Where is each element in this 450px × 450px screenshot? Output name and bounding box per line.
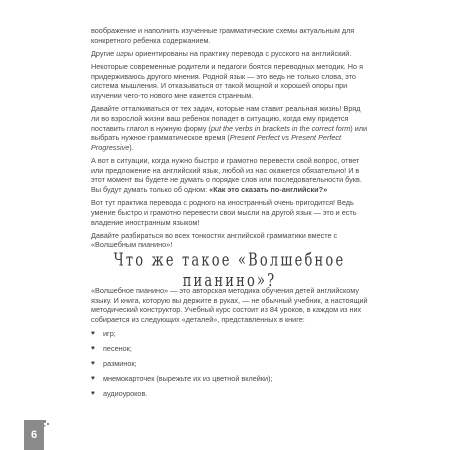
list-item: [91, 359, 368, 369]
heart-bullet-icon: ♥: [91, 344, 95, 352]
section-intro-paragraph: «Волшебное пианино» — это авторская методика обучения детей английскому языку. И книга, которую вы держите в руках, — не обычный учебник, а настоящий методический конструктор. Учебный курс состоит из 84 уроков, в каждом из них собирается из следующих «деталей», представленных в книге:: [91, 286, 368, 325]
italic-text: Present Perfect vs Present Perfect Progressive: [91, 133, 342, 152]
text-run: ) или выбрать нужное грамматическое время (: [91, 123, 368, 143]
list-item: [91, 344, 368, 354]
text-run: Давайте разбираться во всех тонкостях английской грамматики вместе с «Волшебным пианино»!: [91, 230, 338, 250]
list-item: [91, 374, 368, 384]
text-run: ориентированы на практику перевода с русского на английский.: [133, 48, 352, 58]
heart-bullet-icon: ♥: [91, 329, 95, 337]
section-body: [91, 286, 368, 404]
heart-bullet-icon: ♥: [91, 359, 95, 367]
list-item-text: игр;: [103, 328, 116, 338]
page-number-tab: [24, 420, 44, 450]
italic-text: игры: [116, 48, 134, 58]
text-run: Вот тут практика перевода с родного на иностранный очень пригодится! Ведь умение быстро и грамотно перевести свои мысли на другой язык — это и есть владение иностранным языком!: [91, 198, 357, 227]
list-item-text: аудиоуроков.: [103, 388, 148, 398]
paragraph: [91, 156, 368, 195]
list-item: [91, 389, 368, 399]
body-text-column: [91, 26, 368, 254]
paragraph: [91, 49, 368, 59]
list-item: [91, 329, 368, 339]
paragraph: [91, 26, 368, 45]
component-list: [91, 329, 368, 399]
corner-sparkle-icon: [43, 420, 51, 428]
text-run: ).: [129, 142, 134, 152]
text-run: Другие: [91, 48, 117, 58]
text-run: воображение и наполнить изученные грамматические схемы актуальным для конкретного ребенка содержанием.: [91, 26, 355, 45]
paragraph: [91, 104, 368, 153]
paragraph: [91, 231, 368, 250]
list-item-text: мнемокарточек (вырежьте их из цветной вклейки);: [103, 373, 273, 383]
text-run: А вот в ситуации, когда нужно быстро и грамотно перевести свой вопрос, ответ или предложение на английский язык, любой из нас окажется обязательно! И в этот момент вы будете не думать о порядке слов или последовательности букв. Вы будут думать только об одном:: [91, 156, 362, 195]
page-number: 6: [30, 429, 38, 441]
heart-bullet-icon: ♥: [91, 374, 95, 382]
section-heading: Что же такое «Волшебное пианино»?: [113, 250, 346, 292]
bold-text: «Как это сказать по-английски?»: [209, 185, 328, 195]
italic-text: put the verbs in brackets in the correct form: [210, 123, 351, 133]
heart-bullet-icon: ♥: [91, 389, 95, 397]
paragraph: [91, 198, 368, 227]
list-item-text: песенок;: [103, 343, 132, 353]
text-run: Давайте отталкиваться от тех задач, которые нам ставит реальная жизнь! Вряд ли во взрослой жизни ваш ребенок попадет в ситуацию, когда ему придется поставить глагол в нужную форму (: [91, 104, 361, 133]
text-run: Некоторые современные родители и педагоги боятся переводных методик. Но я придерживаюсь другого мнения. Родной язык — это ведь не только слова, это система мышления. И отказываться от такой мощной и хорошей опоры при изучении чего-то нового мне кажется странным.: [91, 61, 363, 100]
paragraph: [91, 62, 368, 101]
list-item-text: разминок;: [103, 358, 137, 368]
